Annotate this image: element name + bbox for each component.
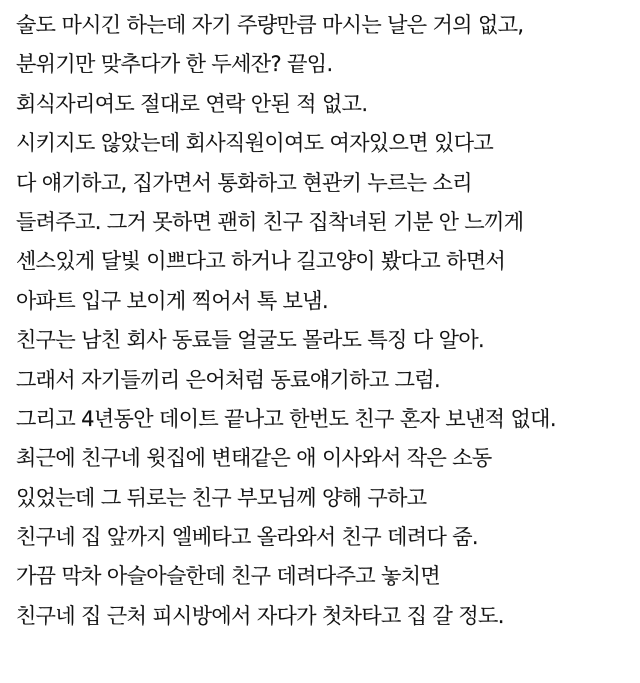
- text-line: 아파트 입구 보이게 찍어서 톡 보냄.: [16, 288, 329, 313]
- text-line: 친구네 집 앞까지 엘베타고 올라와서 친구 데려다 줌.: [16, 525, 479, 550]
- text-line: 들려주고. 그거 못하면 괜히 친구 집착녀된 기분 안 느끼게: [16, 209, 524, 234]
- text-line: 가끔 막차 아슬아슬한데 친구 데려다주고 놓치면: [16, 564, 441, 589]
- text-line: 최근에 친구네 윗집에 변태같은 애 이사와서 작은 소동: [16, 446, 492, 471]
- text-line: 그리고 4년동안 데이트 끝나고 한번도 친구 혼자 보낸적 없대.: [16, 406, 556, 431]
- text-line: 시키지도 않았는데 회사직원이여도 여자있으면 있다고: [16, 131, 494, 156]
- text-line: 있었는데 그 뒤로는 친구 부모님께 양해 구하고: [16, 485, 427, 510]
- text-line: 친구는 남친 회사 동료들 얼굴도 몰라도 특징 다 알아.: [16, 328, 485, 353]
- text-line: 술도 마시긴 하는데 자기 주량만큼 마시는 날은 거의 없고,: [16, 13, 524, 37]
- text-line: 친구네 집 근처 피시방에서 자다가 첫차타고 집 갈 정도.: [16, 603, 504, 628]
- text-line: 회식자리여도 절대로 연락 안된 적 없고.: [16, 91, 368, 116]
- text-line: 분위기만 맞추다가 한 두세잔? 끝임.: [16, 52, 333, 77]
- text-line: 다 얘기하고, 집가면서 통화하고 현관키 누르는 소리: [16, 170, 472, 195]
- text-line: 그래서 자기들끼리 은어처럼 동료얘기하고 그럼.: [16, 367, 441, 392]
- text-block: [16, 6, 632, 636]
- text-line: 센스있게 달빛 이쁘다고 하거나 길고양이 봤다고 하면서: [16, 249, 506, 274]
